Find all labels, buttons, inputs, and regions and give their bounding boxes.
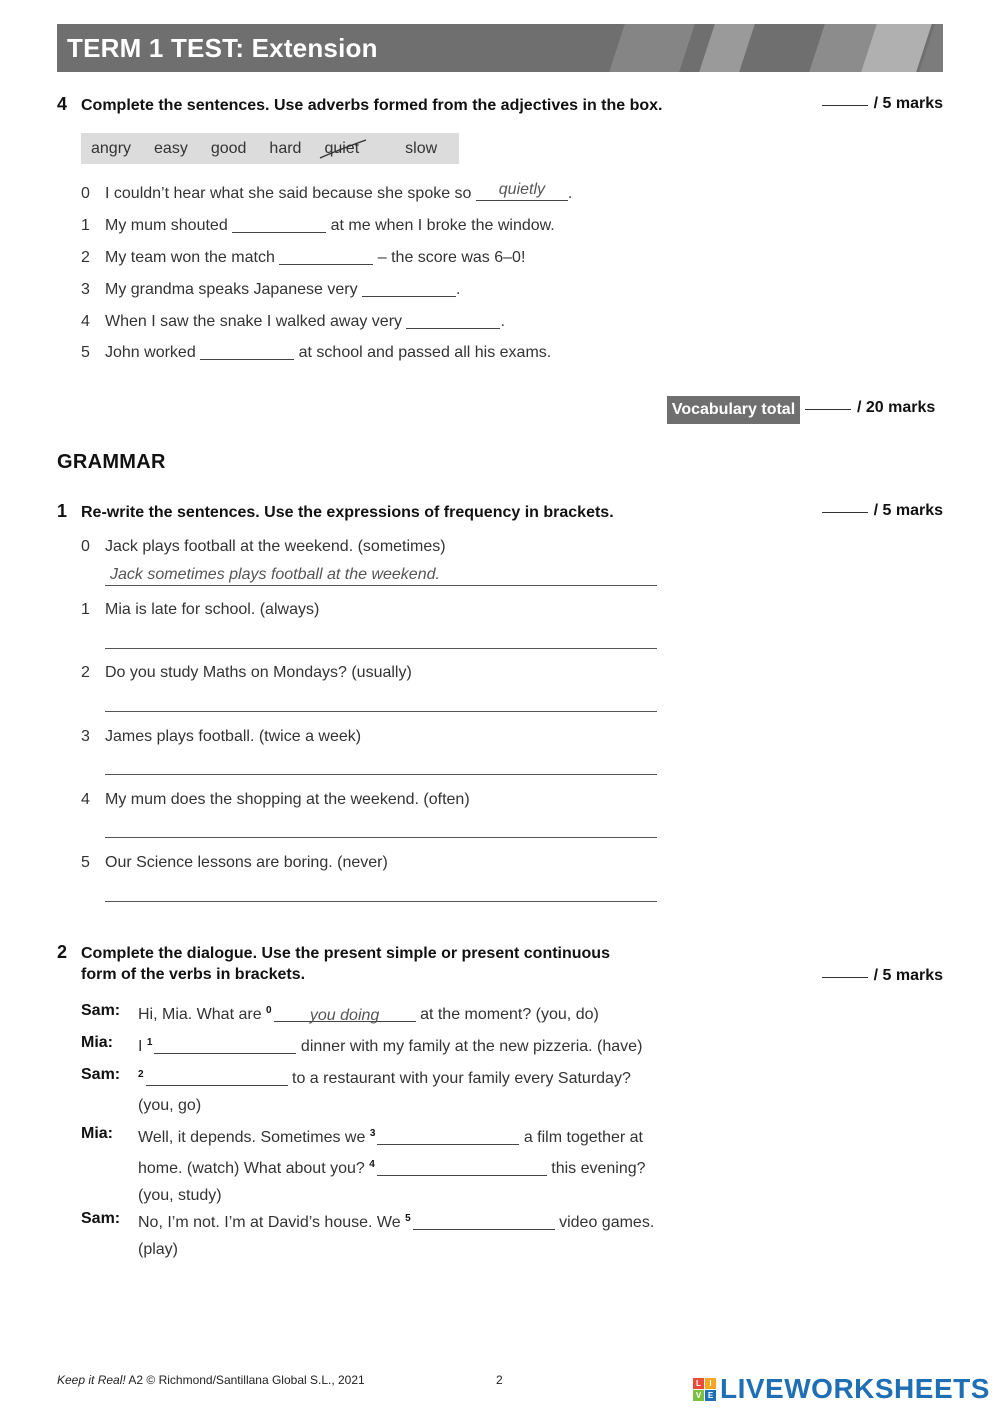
logo-icon: L I V E: [693, 1378, 716, 1401]
exercise-item: 0 Jack plays football at the weekend. (sometimes): [81, 538, 446, 555]
score-blank[interactable]: [805, 408, 851, 410]
answer-line[interactable]: [105, 629, 657, 649]
word: good: [210, 139, 247, 157]
word-box: [81, 133, 459, 164]
section-title: GRAMMAR: [57, 451, 166, 473]
speaker-label: Sam:: [81, 1066, 121, 1083]
answer-gap[interactable]: [377, 1159, 547, 1176]
question-number: 4: [57, 94, 68, 114]
exercise-item: 4 My mum does the shopping at the weekend. (often): [81, 791, 470, 808]
word-crossed-out: quiet: [324, 140, 382, 158]
word: slow: [405, 139, 438, 157]
question-heading: [57, 501, 614, 522]
question-heading: [57, 942, 610, 963]
dialogue-line: Well, it depends. Sometimes we $^3$ a film together at home. (watch) What about you? $^4$ this evening? (you, study): [138, 1128, 646, 1204]
marks-label: / 5 marks: [822, 502, 943, 520]
vocabulary-total-marks: / 20 marks: [805, 399, 935, 417]
speaker-label: Sam:: [81, 1210, 121, 1227]
answer-gap[interactable]: [200, 343, 294, 360]
speaker-label: Mia:: [81, 1125, 113, 1142]
question-heading: [57, 94, 663, 115]
exercise-item: 1 My mum shouted at me when I broke the window.: [81, 217, 555, 234]
example-answer: quietly: [498, 181, 546, 198]
exercise-item: 3 James plays football. (twice a week): [81, 728, 362, 745]
answer-gap[interactable]: [232, 216, 326, 233]
exercise-item: 0 I couldn’t hear what she said because she spoke so quietly .: [81, 181, 573, 202]
speaker-label: Mia:: [81, 1034, 113, 1051]
exercise-item: 5 Our Science lessons are boring. (never): [81, 854, 388, 871]
page-number: 2: [496, 1373, 503, 1387]
answer-line[interactable]: [105, 692, 657, 712]
answer-gap[interactable]: [274, 1005, 416, 1022]
exercise-item: 1 Mia is late for school. (always): [81, 601, 320, 618]
header-stripe: [699, 24, 755, 72]
exercise-item: 3 My grandma speaks Japanese very .: [81, 281, 461, 298]
example-answer: Jack sometimes plays football at the weekend.: [110, 566, 440, 583]
answer-gap[interactable]: [146, 1069, 288, 1086]
answer-line[interactable]: [105, 566, 657, 586]
liveworksheets-logo[interactable]: [693, 1373, 990, 1405]
exercise-item: 2 Do you study Maths on Mondays? (usually): [81, 664, 412, 681]
answer-line[interactable]: [105, 755, 657, 775]
question-instruction: Complete the sentences. Use adverbs formed from the adjectives in the box.: [81, 97, 663, 114]
answer-gap[interactable]: [476, 181, 568, 201]
question-number: 2: [57, 942, 68, 962]
exercise-item: 5 John worked at school and passed all his exams.: [81, 344, 552, 361]
dialogue-line: I $^1$ dinner with my family at the new pizzeria. (have): [138, 1037, 643, 1055]
score-blank[interactable]: [822, 104, 868, 106]
page-title: TERM 1 TEST: Extension: [67, 33, 378, 63]
logo-text: LIVEWORKSHEETS: [720, 1373, 990, 1404]
strike-mark-icon: [318, 136, 370, 162]
word: easy: [154, 139, 188, 157]
answer-gap[interactable]: [377, 1128, 519, 1145]
header-banner: [57, 24, 943, 72]
dialogue-line: Hi, Mia. What are $^0$ you doing at the moment? (you, do): [138, 997, 599, 1028]
answer-gap[interactable]: [406, 312, 500, 329]
answer-line[interactable]: [105, 882, 657, 902]
marks-label: / 5 marks: [822, 967, 943, 985]
word: hard: [269, 139, 302, 157]
vocabulary-total-label: Vocabulary total: [667, 396, 800, 424]
question-instruction: Complete the dialogue. Use the present simple or present continuous: [81, 945, 610, 962]
example-answer: you doing: [309, 1007, 380, 1024]
header-stripe: [609, 24, 695, 72]
word: angry: [91, 139, 132, 157]
answer-gap[interactable]: [154, 1037, 296, 1054]
marks-label: / 5 marks: [822, 95, 943, 113]
score-blank[interactable]: [822, 511, 868, 513]
exercise-item: 2 My team won the match – the score was 6–0!: [81, 249, 526, 266]
dialogue-line: No, I’m not. I’m at David’s house. We $^5$ video games. (play): [138, 1213, 655, 1258]
score-blank[interactable]: [822, 976, 868, 978]
question-number: 1: [57, 501, 68, 521]
speaker-label: Sam:: [81, 1002, 121, 1019]
question-instruction-cont: form of the verbs in brackets.: [81, 966, 306, 983]
exercise-item: 4 When I saw the snake I walked away very .: [81, 313, 505, 330]
answer-line[interactable]: [105, 818, 657, 838]
dialogue-line: $^2$ to a restaurant with your family every Saturday? (you, go): [138, 1069, 631, 1114]
footer-copyright: Keep it Real! A2 © Richmond/Santillana Global S.L., 2021: [57, 1373, 365, 1387]
question-instruction: Re-write the sentences. Use the expressions of frequency in brackets.: [81, 504, 614, 521]
answer-gap[interactable]: [413, 1213, 555, 1230]
answer-gap[interactable]: [362, 280, 456, 297]
answer-gap[interactable]: [279, 248, 373, 265]
